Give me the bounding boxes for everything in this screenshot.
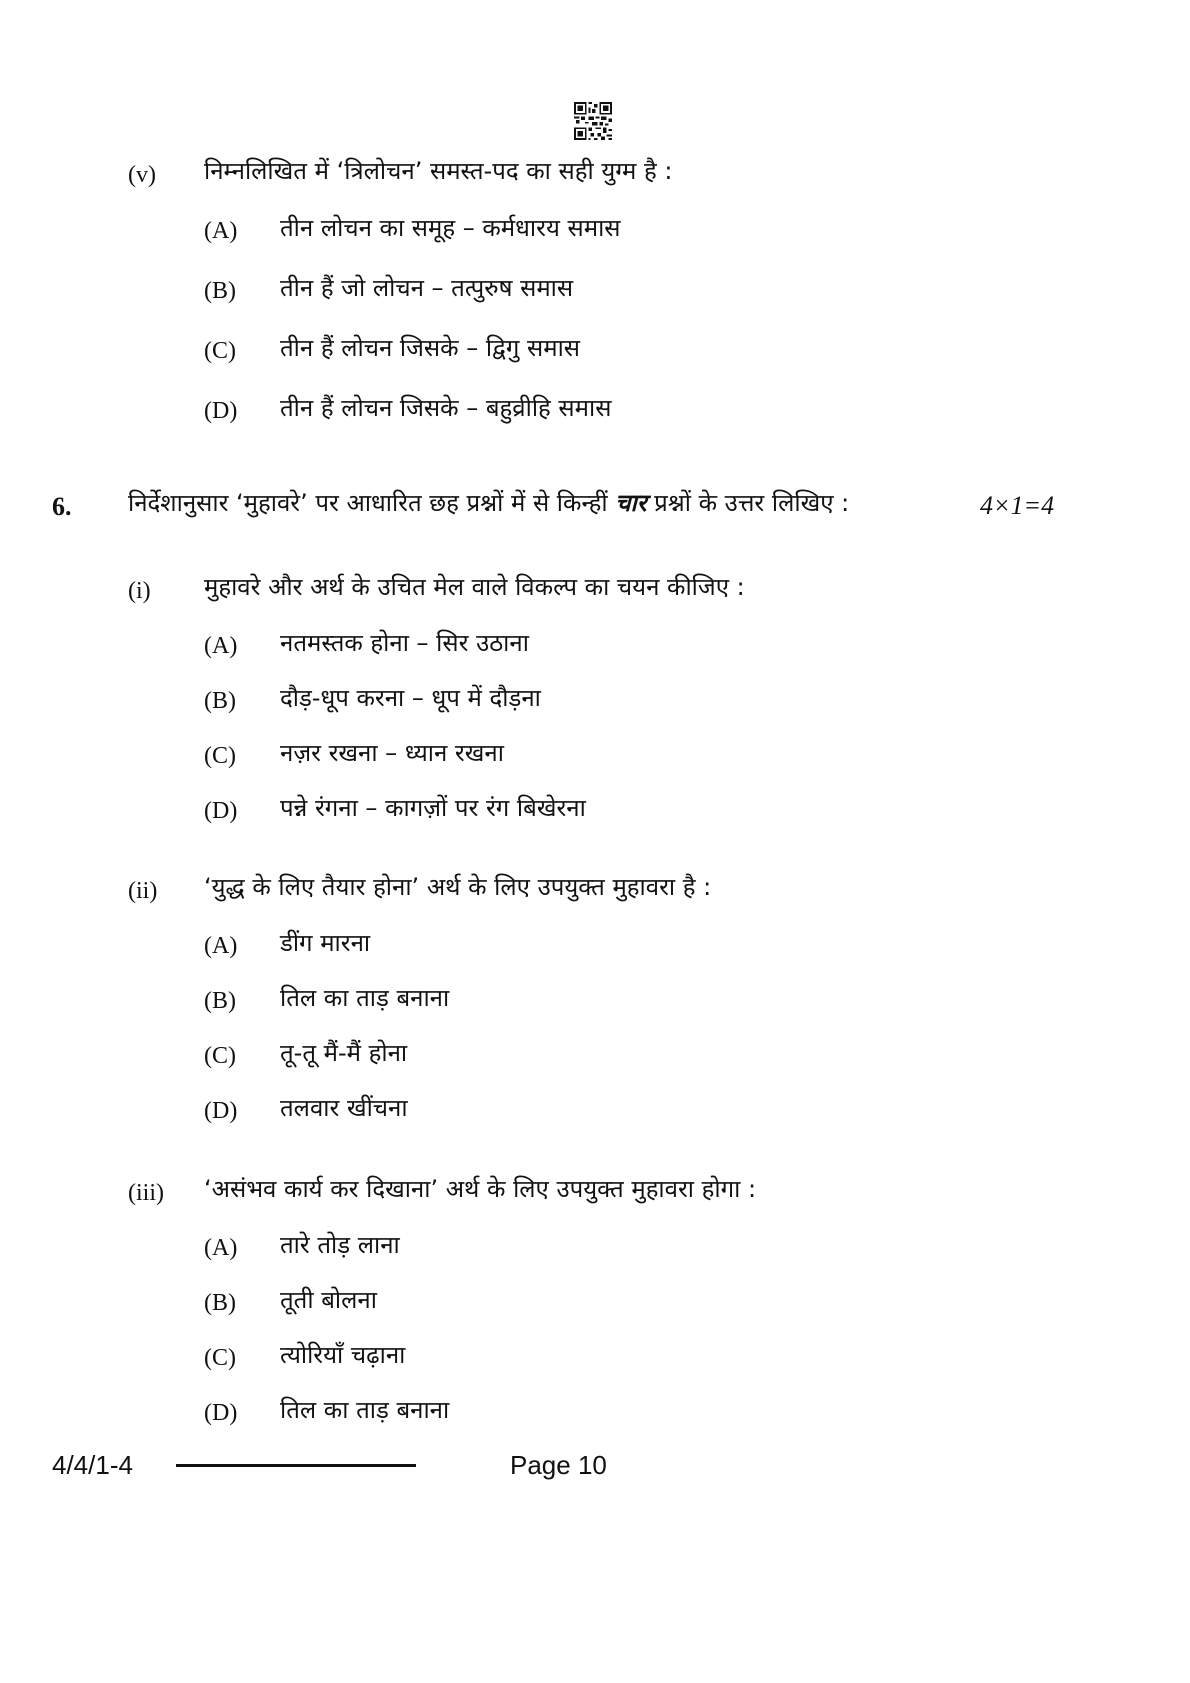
qr-code-icon — [574, 101, 612, 141]
subquestion-label: (iii) — [128, 1180, 164, 1206]
option-text: तीन हैं लोचन जिसके – बहुव्रीहि समास — [280, 394, 612, 422]
paper-code: 4/4/1-4 — [52, 1450, 133, 1480]
subquestion-label: (i) — [128, 578, 151, 604]
option-label: (B) — [204, 988, 236, 1014]
option-label: (C) — [204, 743, 236, 769]
option-text: त्योरियाँ चढ़ाना — [280, 1341, 406, 1369]
option-text: नतमस्तक होना – सिर उठाना — [280, 629, 529, 657]
option-text: नज़र रखना – ध्यान रखना — [280, 739, 504, 767]
question-prompt: मुहावरे और अर्थ के उचित मेल वाले विकल्प का चयन कीजिए : — [204, 573, 745, 601]
option-text: पन्ने रंगना – कागज़ों पर रंग बिखेरना — [280, 794, 586, 822]
option-label: (A) — [204, 633, 238, 659]
option-text: तूती बोलना — [280, 1286, 377, 1314]
option-label: (A) — [204, 1235, 238, 1261]
instruction-part1: निर्देशानुसार ‘मुहावरे’ पर आधारित छह प्रश्नों में से किन्हीं — [128, 489, 608, 517]
instruction-part2: प्रश्नों के उत्तर लिखिए : — [654, 489, 850, 517]
question-number: 6. — [52, 492, 72, 521]
option-label: (D) — [204, 1098, 238, 1124]
option-label: (A) — [204, 218, 238, 244]
option-label: (B) — [204, 688, 236, 714]
option-text: डींग मारना — [280, 929, 371, 957]
option-text: दौड़-धूप करना – धूप में दौड़ना — [280, 684, 541, 712]
option-text: तू-तू मैं-मैं होना — [280, 1039, 408, 1067]
option-label: (A) — [204, 933, 238, 959]
page-number: Page 10 — [510, 1450, 607, 1480]
footer-divider — [176, 1464, 416, 1467]
option-text: तीन हैं लोचन जिसके – द्विगु समास — [280, 334, 581, 362]
option-label: (D) — [204, 1400, 238, 1426]
marks-allocation: 4×1=4 — [980, 491, 1055, 520]
option-text: तीन हैं जो लोचन – तत्पुरुष समास — [280, 274, 574, 302]
question-prompt: ‘असंभव कार्य कर दिखाना’ अर्थ के लिए उपयुक्त मुहावरा होगा : — [204, 1175, 757, 1203]
instruction-emphasis: चार — [615, 489, 647, 517]
question-prompt: ‘युद्ध के लिए तैयार होना’ अर्थ के लिए उपयुक्त मुहावरा है : — [204, 873, 712, 901]
option-text: तारे तोड़ लाना — [280, 1231, 400, 1259]
question-prompt: निम्नलिखित में ‘त्रिलोचन’ समस्त-पद का सही युग्म है : — [204, 157, 673, 185]
option-label: (C) — [204, 1043, 236, 1069]
question-instruction — [128, 488, 849, 518]
option-label: (D) — [204, 798, 238, 824]
option-label: (C) — [204, 1345, 236, 1371]
option-text: तिल का ताड़ बनाना — [280, 984, 450, 1012]
option-label: (B) — [204, 1290, 236, 1316]
subquestion-label: (v) — [128, 162, 156, 188]
option-label: (B) — [204, 278, 236, 304]
option-label: (C) — [204, 338, 236, 364]
subquestion-label: (ii) — [128, 878, 158, 904]
option-text: तलवार खींचना — [280, 1094, 408, 1122]
option-text: तीन लोचन का समूह – कर्मधारय समास — [280, 214, 621, 242]
option-text: तिल का ताड़ बनाना — [280, 1396, 450, 1424]
option-label: (D) — [204, 398, 238, 424]
